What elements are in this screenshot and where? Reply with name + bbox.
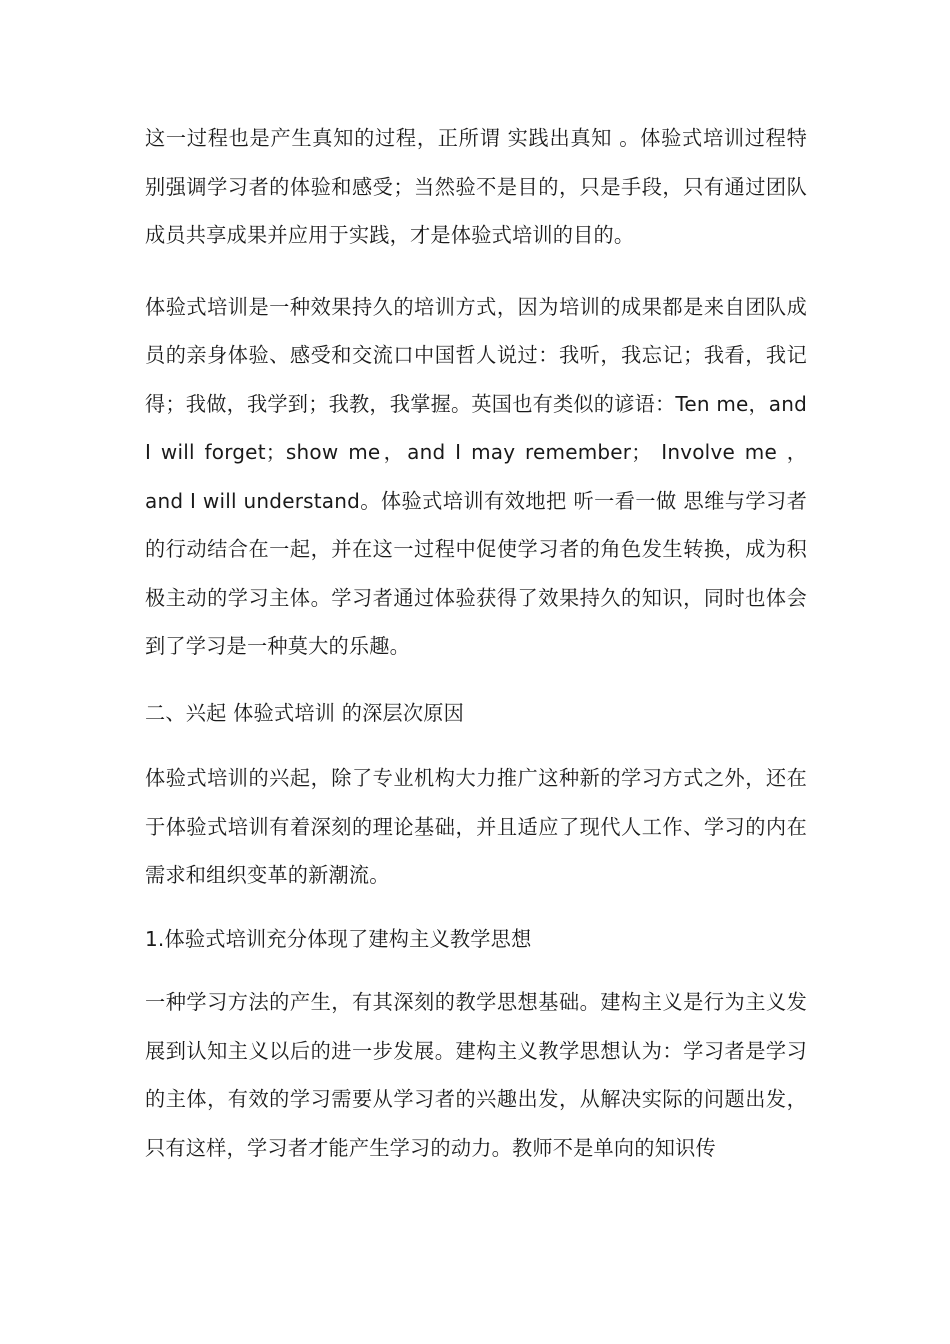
paragraph-lasting-effect xyxy=(145,283,807,671)
english-proverb: Ten me，and I will forget；show me，and I may remember； Involve me ，and I will understand xyxy=(145,391,807,513)
paragraph-constructivism: 一种学习方法的产生，有其深刻的教学思想基础。建构主义是行为主义发展到认知主义以后的进一步发展。建构主义教学思想认为：学习者是学习的主体，有效的学习需要从学习者的兴趣出发，从解决实际的问题出发，只有这样，学习者才能产生学习的动力。教师不是单向的知识传 xyxy=(145,990,807,1160)
paragraph-text-part: 体验式培训是一种效果持久的培训方式，因为培训的成果都是来自团队成员的亲身体验、感受和交流口中国哲人说过：我听，我忘记；我看，我记得；我做，我学到；我教，我掌握。英国也有类似的谚语： xyxy=(145,294,807,416)
paragraph-text-part: 。体验式培训有效地把 听一看一做 思维与学习者的行动结合在一起，并在这一过程中促使学习者的角色发生转换，成为积极主动的学习主体。学习者通过体验获得了效果持久的知识，同时也体会到了学习是一种莫大的乐趣。 xyxy=(145,488,808,658)
section-heading: 二、兴起 体验式培训 的深层次原因 xyxy=(145,700,465,725)
paragraph-rise-reasons: 体验式培训的兴起，除了专业机构大力推广这种新的学习方式之外，还在于体验式培训有着深刻的理论基础，并且适应了现代人工作、学习的内在需求和组织变革的新潮流。 xyxy=(145,766,807,887)
paragraph-process-of-knowledge: 这一过程也是产生真知的过程，正所谓 实践出真知 。体验式培训过程特别强调学习者的体验和感受；当然验不是目的，只是手段，只有通过团队成员共享成果并应用于实践，才是体验式培训的目的。 xyxy=(145,126,807,247)
document-page xyxy=(145,114,807,1172)
subsection-number: 1. xyxy=(145,926,165,951)
subsection-title: 体验式培训充分体现了建构主义教学思想 xyxy=(164,926,532,951)
subsection-heading xyxy=(145,915,807,964)
